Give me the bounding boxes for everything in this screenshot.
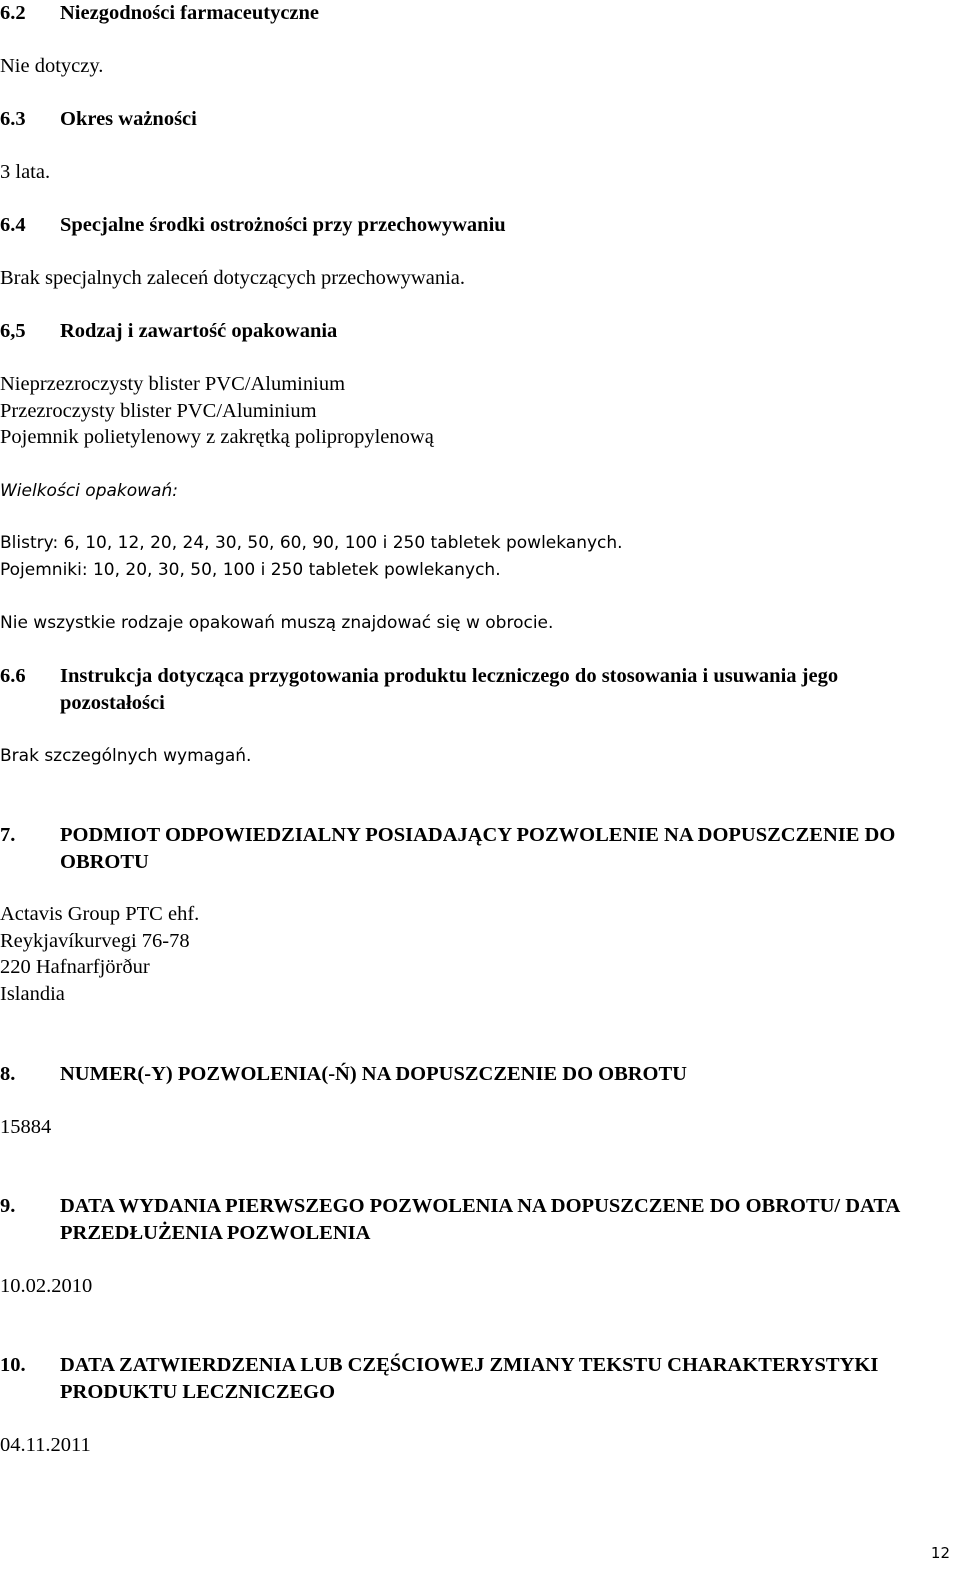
section-title: Okres ważności [60, 108, 197, 130]
blister-sizes: Blistry: 6, 10, 12, 20, 24, 30, 50, 60, 90, 100 i 250 tabletek powlekanych. [0, 533, 623, 553]
section-title: Instrukcja dotycząca przygotowania produktu leczniczego do stosowania i usuwania jego pozostałości [60, 665, 839, 714]
section-10-heading [0, 1352, 960, 1406]
section-6-2-body: Nie dotyczy. [0, 55, 104, 77]
page-number: 12 [930, 1544, 950, 1562]
section-6-3-body: 3 lata. [0, 161, 51, 183]
address-line: Actavis Group PTC ehf. [0, 903, 200, 925]
section-number: 6.4 [0, 214, 26, 236]
section-6-3-heading [0, 106, 960, 132]
section-number: 6.2 [0, 2, 26, 24]
address-line: 220 Hafnarfjörður [0, 956, 150, 978]
section-number: 10. [0, 1354, 26, 1376]
pack-sizes-label: Wielkości opakowań: [0, 481, 178, 501]
section-6-4-body: Brak specjalnych zaleceń dotyczących przechowywania. [0, 267, 465, 289]
section-number: 9. [0, 1195, 16, 1217]
section-7-heading [0, 822, 960, 876]
section-8-heading [0, 1061, 960, 1087]
section-title: Niezgodności farmaceutyczne [60, 2, 320, 24]
section-title: NUMER(-Y) POZWOLENIA(-Ń) NA DOPUSZCZENIE DO OBROTU [60, 1063, 687, 1085]
first-authorisation-date: 10.02.2010 [0, 1275, 93, 1297]
section-number: 8. [0, 1063, 16, 1085]
section-title: DATA ZATWIERDZENIA LUB CZĘŚCIOWEJ ZMIANY TEKSTU CHARAKTERYSTYKI PRODUKTU LECZNICZEGO [60, 1354, 879, 1403]
section-title: PODMIOT ODPOWIEDZIALNY POSIADAJĄCY POZWOLENIE NA DOPUSZCZENIE DO OBROTU [60, 824, 896, 873]
section-title: Specjalne środki ostrożności przy przechowywaniu [60, 214, 506, 236]
section-6-5-heading [0, 318, 960, 344]
address-line: Reykjavíkurvegi 76-78 [0, 930, 190, 952]
packaging-line: Nieprzezroczysty blister PVC/Aluminium [0, 373, 346, 395]
section-6-4-heading [0, 212, 960, 238]
packaging-line: Przezroczysty blister PVC/Aluminium [0, 400, 317, 422]
section-title: Rodzaj i zawartość opakowania [60, 320, 338, 342]
section-number: 7. [0, 824, 16, 846]
marketing-note: Nie wszystkie rodzaje opakowań muszą znajdować się w obrocie. [0, 613, 554, 633]
section-number: 6.6 [0, 665, 26, 687]
section-9-heading [0, 1193, 960, 1247]
section-6-6-heading [0, 663, 960, 717]
section-6-6-body: Brak szczególnych wymagań. [0, 746, 252, 766]
section-6-2-heading [0, 0, 960, 26]
container-sizes: Pojemniki: 10, 20, 30, 50, 100 i 250 tabletek powlekanych. [0, 560, 501, 580]
authorisation-number: 15884 [0, 1116, 52, 1138]
address-line: Islandia [0, 983, 65, 1005]
revision-date: 04.11.2011 [0, 1434, 91, 1456]
section-title: DATA WYDANIA PIERWSZEGO POZWOLENIA NA DOPUSZCZENE DO OBROTU/ DATA PRZEDŁUŻENIA POZWOLENIA [60, 1195, 900, 1244]
section-number: 6.3 [0, 108, 26, 130]
packaging-line: Pojemnik polietylenowy z zakrętką polipropylenową [0, 426, 434, 448]
section-number: 6,5 [0, 320, 26, 342]
